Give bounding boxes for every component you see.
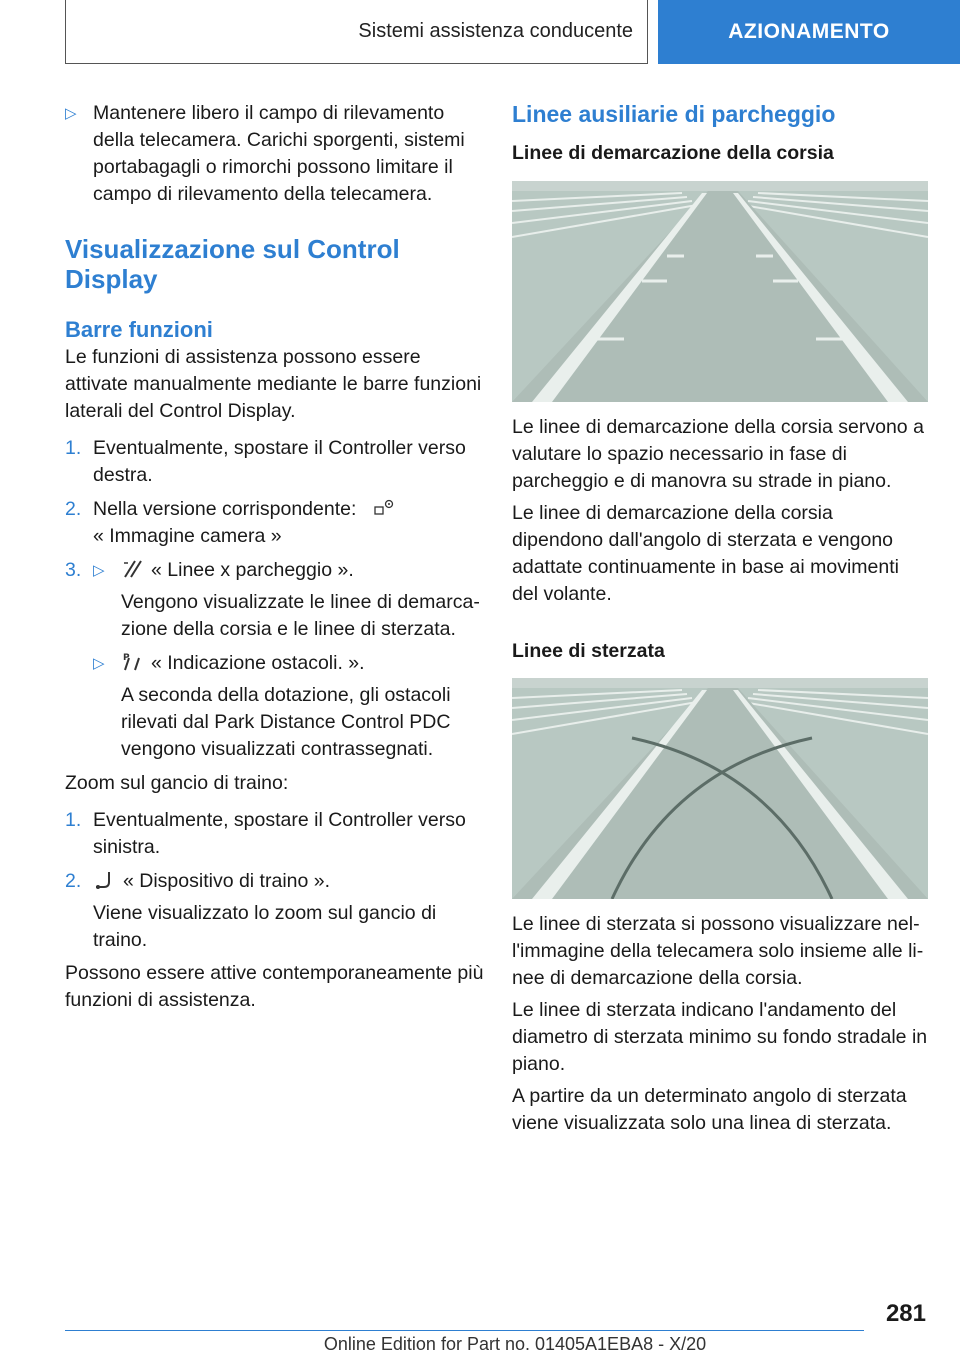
triangle-bullet-icon: ▷: [93, 562, 105, 579]
zoom-step-2: [65, 868, 485, 895]
footer-edition: [0, 1334, 960, 1355]
footer-edition-text: Online Edition for Part no. 01405A1EBA8 - X/20: [323, 1334, 707, 1354]
right-column: [512, 100, 928, 1137]
parking-lines-icon: [121, 559, 145, 579]
step-text: « Dispositivo di traino ».: [123, 870, 331, 892]
step-number: 1.: [65, 809, 82, 831]
step-number: 1.: [65, 437, 82, 459]
section-heading: Visualizzazione sul Control Display: [65, 234, 400, 294]
steering-lines-figure: [512, 678, 928, 899]
header-chapter: [658, 0, 960, 64]
steering-lines-paragraph-2: Le linee di sterzata indicano l'andamento del diametro di sterzata minimo su fondo stradale in piano.: [512, 999, 928, 1075]
step-3b: [65, 650, 485, 677]
step-3: [65, 557, 485, 584]
footer-divider: [65, 1330, 864, 1331]
zoom-step-2-note: Viene visualizzato lo zoom sul gancio di traino.: [93, 902, 437, 951]
camera-settings-icon: [372, 498, 396, 518]
header-section-label: Sistemi assistenza conducente: [358, 20, 633, 42]
left-column: [65, 100, 485, 1014]
step-text: « Linee x parcheggio ».: [151, 559, 354, 581]
step-number: 2.: [65, 870, 82, 892]
step-text: Eventualmente, spostare il Controller verso sinistra.: [93, 809, 466, 858]
closing-paragraph: Possono essere attive contemporaneamente più funzioni di assistenza.: [65, 962, 484, 1011]
step-3-note: Vengono visualizzate le linee di demarcazione della corsia e le linee di sterzata.: [121, 591, 480, 640]
intro-bullet: [65, 100, 485, 208]
sub-heading: Barre funzioni: [65, 317, 213, 342]
zoom-intro: Zoom sul gancio di traino:: [65, 772, 289, 794]
trailer-hitch-icon: [93, 870, 117, 890]
intro-paragraph: Le funzioni di assistenza possono essere attivate manualmente mediante le barre funzioni laterali del Control Display.: [65, 346, 482, 422]
svg-text:P: P: [123, 653, 130, 663]
steering-lines-paragraph-1: Le linee di sterzata si possono visualizzare nell'immagine della telecamera solo insieme alle linee di demarcazione della corsia.: [512, 913, 924, 989]
step-number: 3.: [65, 559, 82, 581]
obstacle-indicator-icon: [121, 652, 145, 672]
step-2: [65, 496, 485, 550]
header-section: [65, 0, 648, 64]
parking-lines-heading: Linee ausiliarie di parcheggio: [512, 101, 836, 127]
steering-lines-subheading: Linee di sterzata: [512, 640, 665, 662]
intro-bullet-text: Mantenere libero il campo di rilevamento della telecamera. Carichi sporgenti, sistemi portabagagli o rimorchi possono limitare il campo di rilevamento della telecamera.: [93, 102, 465, 205]
step-3b-text: « Indicazione ostacoli. ».: [151, 652, 365, 674]
zoom-step-1: [65, 807, 485, 861]
step-3b-note: A seconda della dotazione, gli ostacoli rilevati dal Park Distance Control PDC vengono visualizzati contrassegnati.: [121, 684, 451, 760]
step-1: [65, 435, 485, 489]
page-number: 281: [885, 1300, 926, 1327]
step-text-2: « Immagine camera »: [93, 525, 282, 547]
lane-lines-paragraph-2: Le linee di demarcazione della corsia dipendono dall'angolo di sterzata e vengono adattate continuamente in base ai movimenti del volante.: [512, 502, 899, 605]
lane-lines-subheading: Linee di demarcazione della corsia: [512, 142, 834, 164]
step-text: Eventualmente, spostare il Controller verso destra.: [93, 437, 466, 486]
step-number: 2.: [65, 498, 82, 520]
step-text: Nella versione corrispondente:: [93, 498, 357, 520]
header-chapter-label: AZIONAMENTO: [728, 20, 890, 43]
steering-lines-paragraph-3: A partire da un determinato angolo di sterzata viene visualizzata solo una linea di sterzata.: [512, 1085, 907, 1134]
lane-lines-figure: [512, 181, 928, 402]
lane-lines-paragraph-1: Le linee di demarcazione della corsia servono a valutare lo spazio necessario in fase di parcheggio e di manovra su strade in piano.: [512, 416, 924, 492]
triangle-bullet-icon: ▷: [65, 105, 77, 122]
triangle-bullet-icon: ▷: [93, 655, 105, 672]
